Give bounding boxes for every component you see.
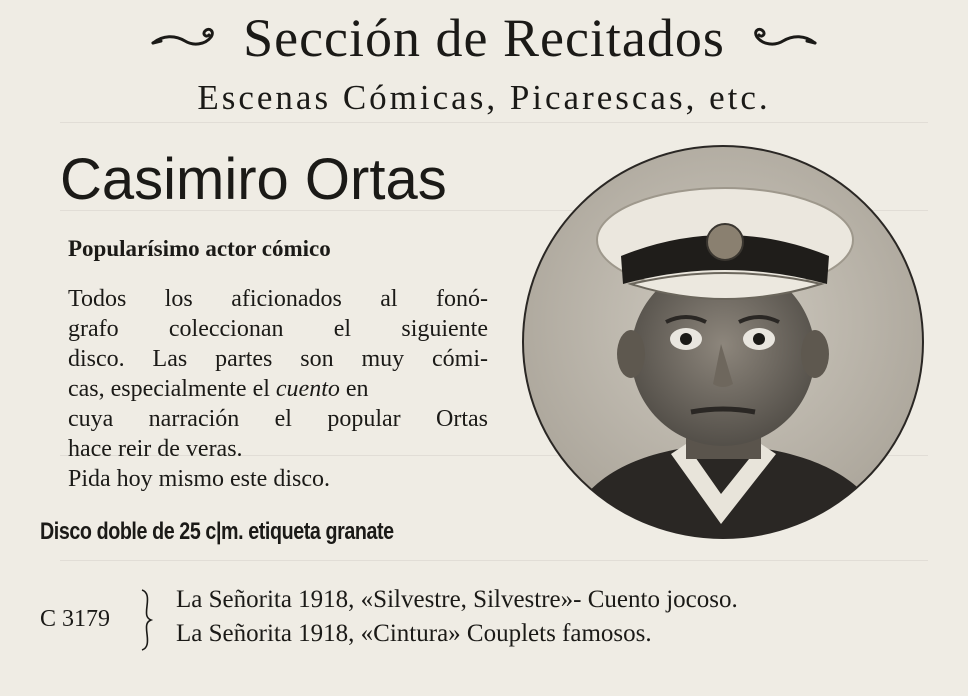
- description-line: [68, 374, 488, 404]
- description-line: disco. Las partes son muy cómi-: [68, 346, 488, 372]
- description-line: cuya narración el popular Ortas: [68, 406, 488, 432]
- track-item: La Señorita 1918, «Cintura» Couplets famosos.: [176, 620, 652, 647]
- bleed-through-line: [60, 122, 928, 123]
- bleed-through-line: [60, 560, 928, 561]
- description-line: Todos los aficionados al fonó-: [68, 286, 488, 312]
- curly-brace-icon: [136, 588, 156, 652]
- artist-tagline: Popularísimo actor cómico: [68, 236, 331, 261]
- description-line: grafo coleccionan el siguiente: [68, 316, 488, 342]
- description-line: hace reir de veras.: [68, 436, 243, 462]
- section-subtitle: Escenas Cómicas, Picarescas, etc.: [197, 78, 771, 117]
- description-fragment: cas, especialmente el: [68, 376, 276, 402]
- artist-name: Casimiro Ortas: [60, 147, 447, 212]
- portrait-photo: [521, 144, 925, 540]
- description-fragment: en: [339, 376, 369, 402]
- catalog-number: C 3179: [40, 606, 111, 632]
- section-title: Sección de Recitados: [243, 8, 725, 68]
- left-flourish-icon: [149, 21, 221, 49]
- call-to-action: Pida hoy mismo este disco.: [68, 466, 330, 492]
- disc-format: Disco doble de 25 c|m. etiqueta granate: [40, 518, 394, 545]
- description-emphasis: cuento: [275, 376, 340, 402]
- right-flourish-icon: [747, 21, 819, 49]
- description-text: [68, 284, 488, 464]
- track-item: La Señorita 1918, «Silvestre, Silvestre»- Cuento jocoso.: [176, 586, 738, 613]
- section-header: [0, 0, 968, 70]
